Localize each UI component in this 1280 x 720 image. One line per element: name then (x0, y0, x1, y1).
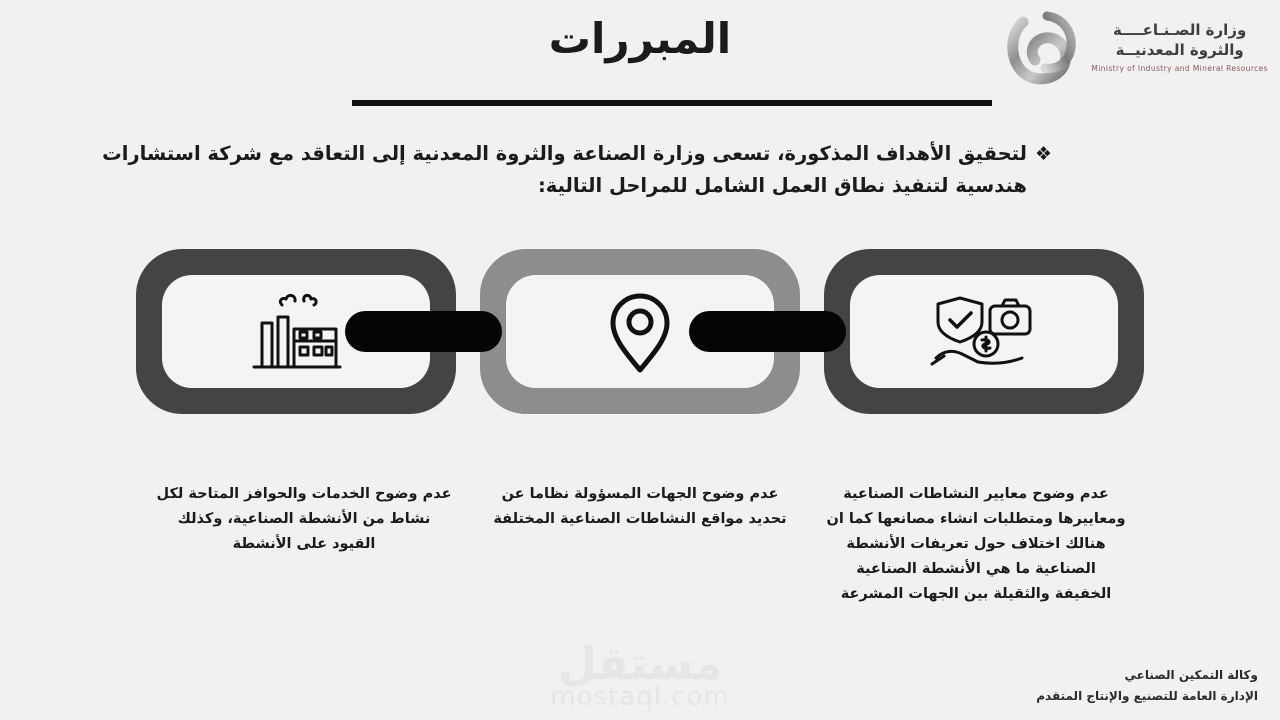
ministry-name-line1: وزارة الصـنـاعــــة (1113, 20, 1247, 39)
stage-1-link (824, 249, 1144, 414)
connector-2-pill (345, 311, 502, 352)
diamond-bullet-icon: ❖ (1034, 143, 1052, 165)
caption-stage-3: عدم وضوح معايير النشاطات الصناعية ومعاييرها ومتطلبات انشاء مصانعها كما ان هنالك اختلاف حول تعريفات الأنشطة الصناعية ما هي الأنشطة الصناعية الخفيفة والثقيلة بين الجهات المشرعة (826, 486, 1126, 602)
factory-plant-icon (248, 289, 344, 375)
caption-stage-1: عدم وضوح الخدمات والحوافز المتاحة لكل نشاط من الأنشطة الصناعية، وكذلك القيود على الأنشطة (156, 486, 452, 552)
footer-line-1: وكالة التمكين الصناعي (1124, 668, 1258, 683)
connector-1-pill (689, 311, 846, 352)
footer (1036, 665, 1258, 706)
title-underline (352, 100, 992, 106)
caption-stage-2: عدم وضوح الجهات المسؤولة نظاما عن تحديد مواقع النشاطات الصناعية المختلفة (493, 486, 787, 527)
page-title: المبررات (548, 14, 732, 63)
stage-chain (136, 249, 1144, 414)
intro-text: لتحقيق الأهداف المذكورة، تسعى وزارة الصناعة والثروة المعدنية إلى التعاقد مع شركة استشارات هندسية لتنفيذ نطاق العمل الشامل للمراحل التالية: (102, 142, 1027, 197)
watermark-latin: mostaql.com (550, 682, 730, 712)
stage-1-inner (850, 275, 1118, 388)
ministry-name-english: Ministry of Industry and Mineral Resources (1091, 64, 1268, 74)
watermark-arabic: مستقل (557, 637, 723, 690)
map-pin-location-icon (605, 290, 675, 374)
footer-line-2: الإدارة العامة للتصنيع والإنتاج المتقدم (1036, 688, 1258, 703)
stage-captions (136, 482, 1144, 607)
ministry-name-line2: والثروة المعدنيــة (1115, 40, 1244, 59)
hand-money-shield-camera-icon (930, 292, 1038, 372)
intro-paragraph (32, 138, 1052, 201)
